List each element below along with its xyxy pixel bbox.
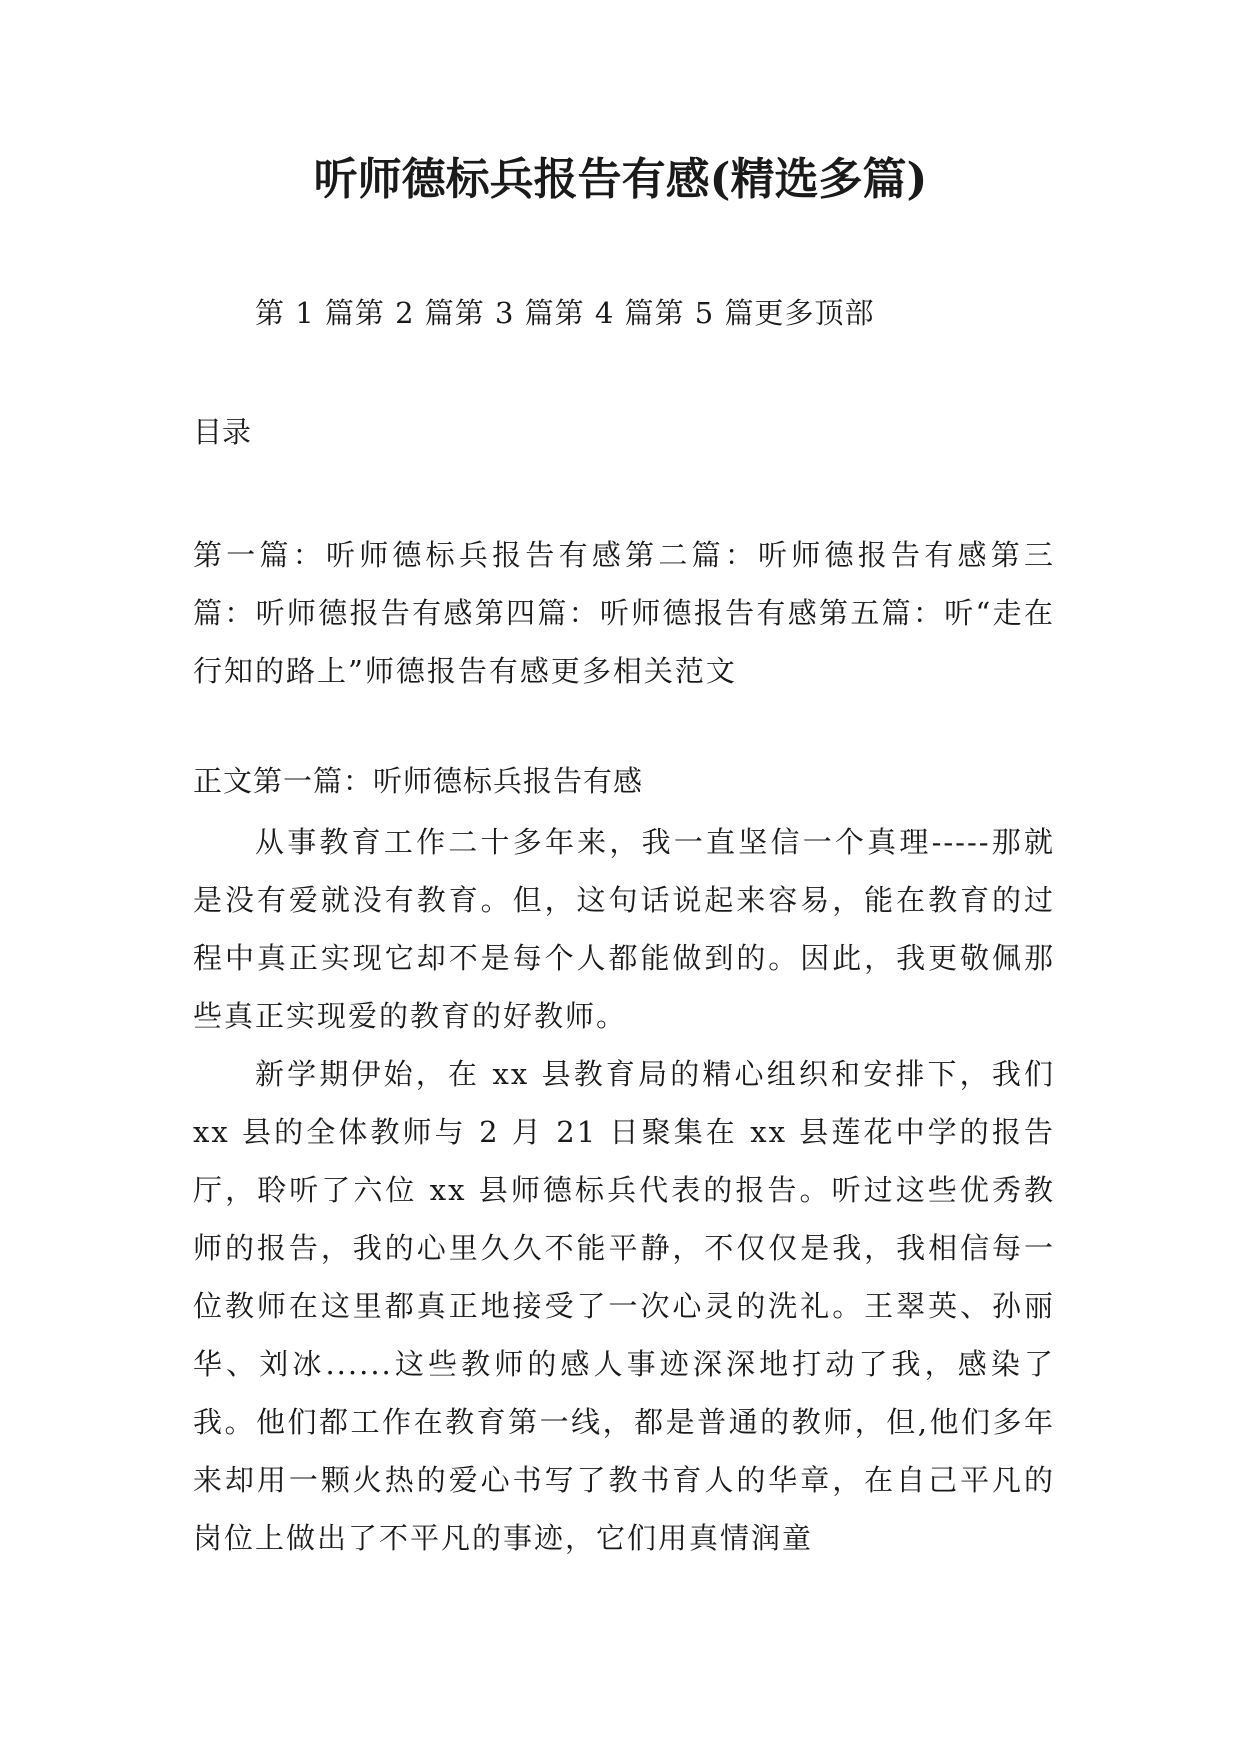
document-title: 听师德标兵报告有感(精选多篇): [313, 154, 928, 205]
toc-item-1[interactable]: 第一篇：听师德标兵报告有感: [193, 538, 626, 572]
toc-item-4[interactable]: 第四篇：听师德报告有感: [474, 596, 820, 630]
section-nav: [255, 293, 874, 333]
table-of-contents: [193, 526, 1055, 700]
nav-link-section-2[interactable]: 第 2 篇: [354, 296, 455, 330]
nav-link-more[interactable]: 更多: [754, 296, 815, 330]
toc-item-2[interactable]: 第二篇：听师德报告有感: [625, 538, 991, 572]
nav-link-top[interactable]: 顶部: [814, 296, 875, 330]
toc-heading: 目录: [193, 415, 252, 449]
nav-link-section-3[interactable]: 第 3 篇: [454, 296, 555, 330]
nav-link-section-5[interactable]: 第 5 篇: [654, 296, 755, 330]
body-paragraph-1: 从事教育工作二十多年来，我一直坚信一个真理-----那就是没有爱就没有教育。但，这句话说起来容易，能在教育的过程中真正实现它却不是每个人都能做到的。因此，我更敬佩那些真正实现爱的教育的好教师。: [193, 825, 1055, 1033]
body-paragraph-2: 新学期伊始，在 xx 县教育局的精心组织和安排下，我们 xx 县的全体教师与 2 月 21 日聚集在 xx 县莲花中学的报告厅，聆听了六位 xx 县师德标兵代表的报告。听过这些优秀教师的报告，我的心里久久不能平静，不仅仅是我，我相信每一位教师在这里都真正地接受了一次心灵的洗礼。王翠英、孙丽华、刘冰......这些教师的感人事迹深深地打动了我，感染了我。他们都工作在教育第一线，都是普通的教师，但,他们多年来却用一颗火热的爱心书写了教书育人的华章，在自己平凡的岗位上做出了不平凡的事迹，它们用真情润童: [193, 1057, 1055, 1555]
nav-link-section-4[interactable]: 第 4 篇: [554, 296, 655, 330]
article-body: [193, 813, 1055, 1567]
toc-item-5[interactable]: 第五篇：听“走在行知的路上”师德报告有感: [193, 596, 1055, 688]
nav-link-section-1[interactable]: 第 1 篇: [255, 296, 355, 330]
toc-item-more[interactable]: 更多相关范文: [550, 654, 737, 688]
section-heading: 正文第一篇：听师德标兵报告有感: [193, 764, 644, 798]
toc-item-3[interactable]: 第三篇：听师德报告有感: [193, 538, 1055, 630]
